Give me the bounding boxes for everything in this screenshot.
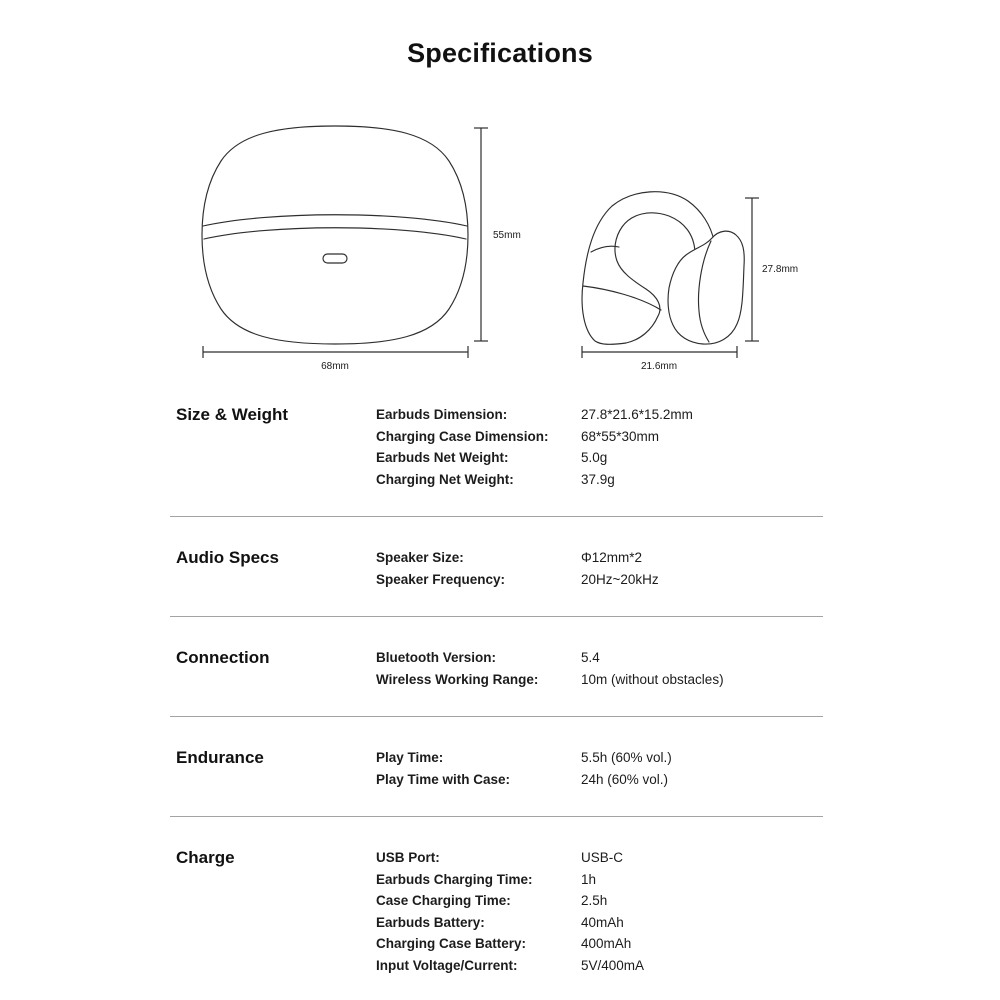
spec-value: 24h (60% vol.) — [581, 771, 669, 787]
spec-label: Play Time with Case: — [376, 771, 511, 787]
spec-row — [376, 933, 823, 955]
earbud-height-dimension — [745, 198, 798, 341]
section-title-audio-specs: Audio Specs — [176, 548, 279, 567]
spec-row — [376, 647, 823, 669]
spec-value: 40mAh — [581, 914, 624, 930]
page-title: Specifications — [407, 38, 593, 68]
spec-value: Φ12mm*2 — [581, 550, 643, 565]
spec-row — [376, 404, 823, 426]
spec-row — [376, 747, 823, 769]
spec-value: 20Hz~20kHz — [581, 571, 659, 587]
case-lid-seam-lower — [204, 228, 466, 239]
spec-row — [376, 769, 823, 791]
spec-value: 10m (without obstacles) — [581, 671, 724, 687]
spec-row — [376, 869, 823, 891]
spec-value: 5.4 — [581, 650, 600, 665]
spec-value: USB-C — [581, 850, 624, 865]
case-width-label: 68mm — [321, 361, 349, 372]
spec-row — [376, 569, 823, 591]
earbud-width-label: 21.6mm — [640, 361, 678, 372]
spec-label: Earbuds Dimension: — [376, 407, 508, 422]
spec-label: Earbuds Net Weight: — [376, 450, 509, 465]
spec-row — [376, 447, 823, 469]
spec-label: Speaker Frequency: — [376, 571, 506, 587]
spec-label: Speaker Size: — [376, 550, 464, 565]
section-audio-specs — [170, 516, 823, 616]
earbud-width-dimension — [582, 346, 737, 372]
case-height-label: 55mm — [493, 230, 521, 241]
earbud-drawing — [582, 192, 744, 345]
spec-table — [170, 404, 823, 1000]
spec-label: Case Charging Time: — [376, 893, 511, 908]
spec-value: 400mAh — [581, 936, 632, 951]
spec-label: Input Voltage/Current: — [376, 957, 518, 973]
spec-row — [376, 469, 823, 491]
case-lid-seam-upper — [203, 215, 467, 226]
spec-label: Bluetooth Version: — [376, 650, 497, 665]
case-width-dimension — [203, 346, 468, 372]
earbud-height-label: 27.8mm — [762, 264, 799, 275]
spec-value: 5.0g — [581, 450, 608, 465]
case-height-dimension — [474, 128, 521, 341]
section-title-endurance: Endurance — [176, 748, 264, 767]
section-title-size-weight: Size & Weight — [176, 405, 289, 424]
spec-row — [376, 890, 823, 912]
spec-row — [376, 847, 823, 869]
spec-label: Charging Case Dimension: — [376, 428, 549, 444]
spec-label: Charging Net Weight: — [376, 471, 514, 487]
spec-value: 5.5h (60% vol.) — [581, 750, 672, 765]
spec-value: 27.8*21.6*15.2mm — [581, 407, 693, 422]
spec-label: Play Time: — [376, 750, 444, 765]
section-title-connection: Connection — [176, 648, 270, 667]
section-title-charge: Charge — [176, 848, 235, 867]
spec-row — [376, 955, 823, 977]
case-button — [323, 254, 347, 263]
spec-label: Earbuds Charging Time: — [376, 871, 533, 887]
earbud-speaker-outline — [668, 231, 744, 344]
section-size-weight — [170, 404, 823, 516]
spec-label: USB Port: — [376, 850, 440, 865]
section-endurance — [170, 716, 823, 816]
section-charge — [170, 816, 823, 1000]
product-figures — [0, 0, 1000, 390]
spec-row — [376, 912, 823, 934]
spec-label: Earbuds Battery: — [376, 914, 485, 930]
spec-value: 5V/400mA — [581, 957, 645, 973]
spec-label: Charging Case Battery: — [376, 936, 527, 951]
section-connection — [170, 616, 823, 716]
spec-label: Wireless Working Range: — [376, 671, 539, 687]
charging-case-drawing — [202, 126, 468, 344]
case-outline — [202, 126, 468, 344]
spec-value: 37.9g — [581, 471, 615, 487]
spec-value: 2.5h — [581, 893, 608, 908]
spec-row — [376, 669, 823, 691]
spec-value: 68*55*30mm — [581, 428, 660, 444]
spec-row — [376, 426, 823, 448]
spec-row — [376, 547, 823, 569]
spec-value: 1h — [581, 871, 597, 887]
